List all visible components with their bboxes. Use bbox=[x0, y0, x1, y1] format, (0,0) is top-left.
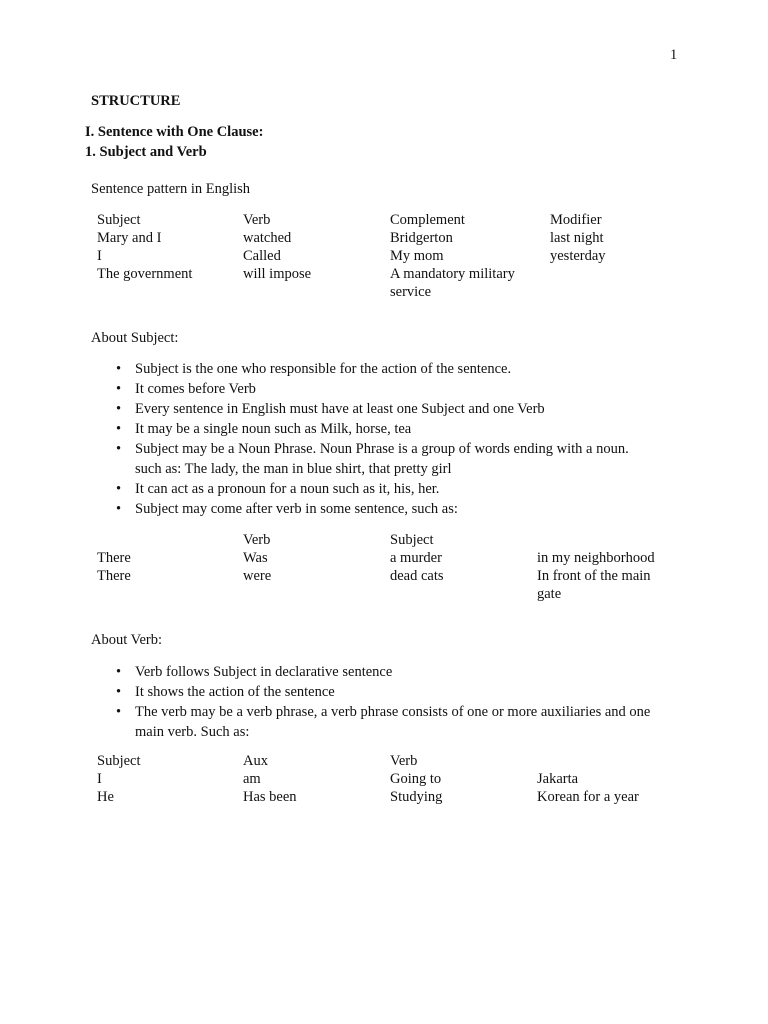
table-cell: will impose bbox=[243, 266, 312, 282]
list-item: • It can act as a pronoun for a noun such as it, his, her. bbox=[116, 479, 676, 499]
about-verb-heading: About Verb: bbox=[91, 632, 163, 648]
table-header-cell: Complement bbox=[390, 212, 465, 228]
table-header-cell: Verb bbox=[390, 753, 418, 769]
list-item: • Subject may come after verb in some sentence, such as: bbox=[116, 499, 676, 519]
table-cell: a murder bbox=[390, 550, 442, 566]
table-cell: I bbox=[97, 771, 102, 787]
document-heading: STRUCTURE bbox=[91, 93, 181, 109]
table-cell: Studying bbox=[390, 789, 443, 805]
table-header-cell: Subject bbox=[390, 532, 434, 548]
list-item: • It comes before Verb bbox=[116, 379, 676, 399]
table-cell: I bbox=[97, 248, 102, 264]
table-cell: yesterday bbox=[550, 248, 606, 264]
table-cell: There bbox=[97, 568, 131, 584]
table-cell: Called bbox=[243, 248, 281, 264]
list-item: • It shows the action of the sentence bbox=[116, 682, 676, 702]
list-item: • Subject is the one who responsible for the action of the sentence. bbox=[116, 359, 676, 379]
list-item: • Verb follows Subject in declarative sentence bbox=[116, 662, 676, 682]
table-cell: My mom bbox=[390, 248, 444, 264]
table-cell: A mandatory military service bbox=[390, 266, 515, 300]
table-cell: Was bbox=[243, 550, 268, 566]
verb-bullet-list bbox=[116, 662, 676, 742]
subject-bullet-list bbox=[116, 359, 676, 519]
section-title: I. Sentence with One Clause: bbox=[85, 124, 264, 140]
list-item: • The verb may be a verb phrase, a verb phrase consists of one or more auxiliaries and one main verb. Such as: bbox=[116, 702, 675, 742]
table-cell: The government bbox=[97, 266, 193, 282]
table-header-cell: Modifier bbox=[550, 212, 602, 228]
table-cell: Jakarta bbox=[537, 771, 579, 787]
about-subject-heading: About Subject: bbox=[91, 330, 179, 346]
list-item: • Every sentence in English must have at least one Subject and one Verb bbox=[116, 399, 676, 419]
subsection-title: 1. Subject and Verb bbox=[85, 144, 207, 160]
table-cell: There bbox=[97, 550, 131, 566]
table-header-cell: Verb bbox=[243, 532, 271, 548]
page-number: 1 bbox=[670, 47, 678, 63]
table-cell: in my neighborhood bbox=[537, 550, 655, 566]
table-cell: dead cats bbox=[390, 568, 444, 584]
table-header-cell: Subject bbox=[97, 753, 141, 769]
table-header-cell: Verb bbox=[243, 212, 271, 228]
table-cell: Mary and I bbox=[97, 230, 162, 246]
table-header-cell: Subject bbox=[97, 212, 141, 228]
table-cell: In front of the main gate bbox=[537, 568, 651, 602]
table-cell: last night bbox=[550, 230, 604, 246]
table-cell: watched bbox=[243, 230, 292, 246]
table-cell: Has been bbox=[243, 789, 297, 805]
table-header-cell: Aux bbox=[243, 753, 268, 769]
list-item: • It may be a single noun such as Milk, horse, tea bbox=[116, 419, 676, 439]
table-cell: Going to bbox=[390, 771, 442, 787]
table-cell: Korean for a year bbox=[537, 789, 639, 805]
list-item: • Subject may be a Noun Phrase. Noun Phrase is a group of words ending with a noun. such as: The lady, the man in blue shirt, that pretty girl bbox=[116, 439, 655, 479]
table-cell: Bridgerton bbox=[390, 230, 453, 246]
table-cell: He bbox=[97, 789, 114, 805]
table-cell: am bbox=[243, 771, 261, 787]
table-cell: were bbox=[243, 568, 272, 584]
pattern-intro: Sentence pattern in English bbox=[91, 181, 251, 197]
